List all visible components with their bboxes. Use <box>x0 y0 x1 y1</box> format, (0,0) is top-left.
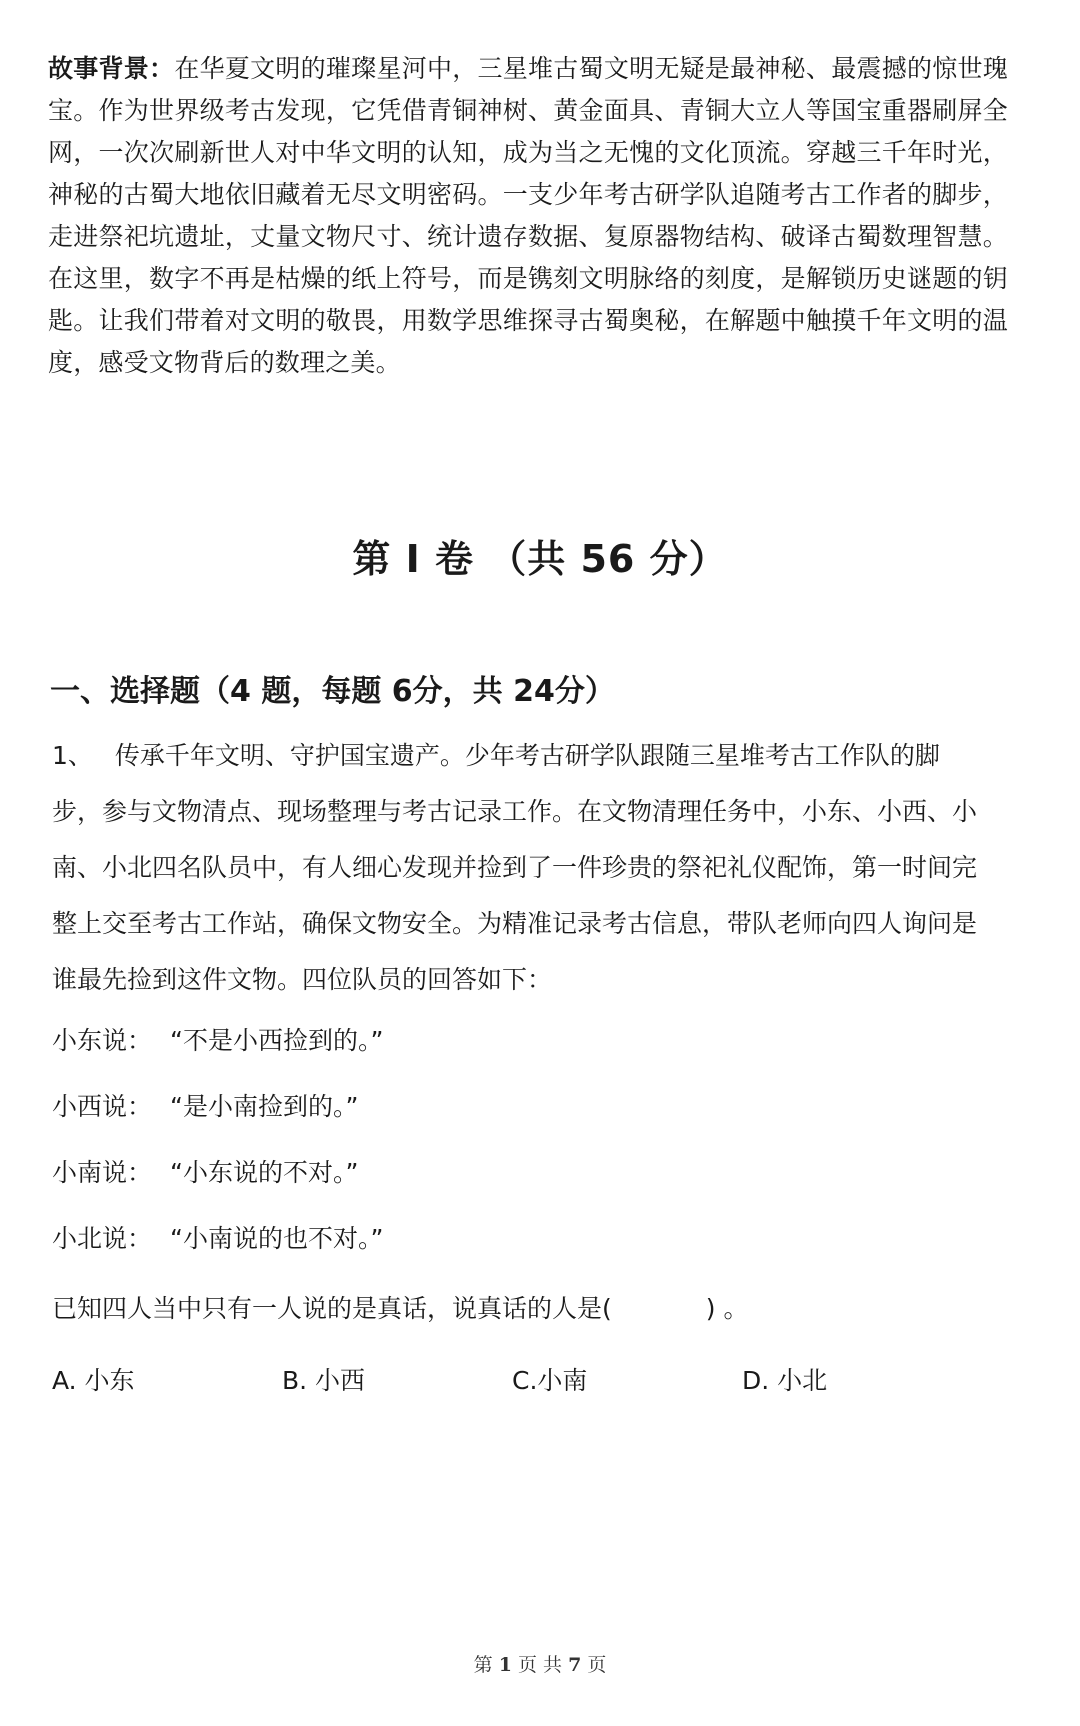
current-page-number: 1 <box>498 1654 512 1676</box>
statement-speaker: 小西说： <box>52 1092 153 1121</box>
option-b: B. 小西 <box>282 1366 366 1395</box>
question-stem <box>52 728 982 1008</box>
statement-quote: “小南说的也不对。” <box>170 1224 384 1253</box>
story-background-text: 在华夏文明的璀璨星河中，三星堆古蜀文明无疑是最神秘、最震撼的惊世瑰宝。作为世界级考古发现，它凭借青铜神树、黄金面具、青铜大立人等国宝重器刷屏全网，一次次刷新世人对中华文明的认知，成为当之无愧的文化顶流。穿越三千年时光，神秘的古蜀大地依旧藏着无尽文明密码。一支少年考古研学队追随考古工作者的脚步，走进祭祀坑遗址，丈量文物尺寸、统计遗存数据、复原器物结构、破译古蜀数理智慧。在这里，数字不再是枯燥的纸上符号，而是镌刻文明脉络的刻度，是解锁历史谜题的钥匙。让我们带着对文明的敬畏，用数学思维探寻古蜀奥秘，在解题中触摸千年文明的温度，感受文物背后的数理之美。 <box>48 54 1008 377</box>
footer-suffix: 页 <box>587 1654 607 1676</box>
question-ask <box>52 1272 982 1346</box>
story-background-label: 故事背景： <box>48 54 175 83</box>
statement-quote: “小东说的不对。” <box>170 1158 359 1187</box>
statement-speaker: 小东说： <box>52 1026 153 1055</box>
total-page-count: 7 <box>568 1654 582 1676</box>
question-ask-text: 已知四人当中只有一人说的是真话，说真话的人是( <box>52 1294 612 1323</box>
volume-title: 第 I 卷 （共 56 分） <box>352 537 728 581</box>
option-d: D. 小北 <box>742 1366 828 1395</box>
option-a: A. 小东 <box>52 1366 135 1395</box>
footer-prefix: 第 <box>473 1654 493 1676</box>
option-c: C.小南 <box>512 1366 588 1395</box>
page-footer <box>0 1650 1080 1677</box>
story-background <box>48 48 1008 384</box>
statement-xiaoxi <box>52 1074 982 1140</box>
statement-speaker: 小北说： <box>52 1224 153 1253</box>
statement-quote: “不是小西捡到的。” <box>170 1026 384 1055</box>
question-ask-end: ) 。 <box>705 1294 749 1323</box>
statement-xiaonan <box>52 1140 982 1206</box>
question-number: 1、 <box>52 741 93 770</box>
question-1 <box>52 728 982 1416</box>
question-stem-text: 传承千年文明、守护国宝遗产。少年考古研学队跟随三星堆考古工作队的脚步，参与文物清点、现场整理与考古记录工作。在文物清理任务中，小东、小西、小南、小北四名队员中，有人细心发现并捡到了一件珍贵的祭祀礼仪配饰，第一时间完整上交至考古工作站，确保文物安全。为精准记录考古信息，带队老师向四人询问是谁最先捡到这件文物。四位队员的回答如下： <box>52 741 978 994</box>
statement-xiaobei <box>52 1206 982 1272</box>
footer-middle: 页 共 <box>517 1654 563 1676</box>
answer-options <box>52 1346 982 1416</box>
section-title: 一、选择题（4 题，每题 6分，共 24分） <box>50 674 615 709</box>
statement-speaker: 小南说： <box>52 1158 153 1187</box>
statement-xiaodong <box>52 1008 982 1074</box>
statement-quote: “是小南捡到的。” <box>170 1092 359 1121</box>
